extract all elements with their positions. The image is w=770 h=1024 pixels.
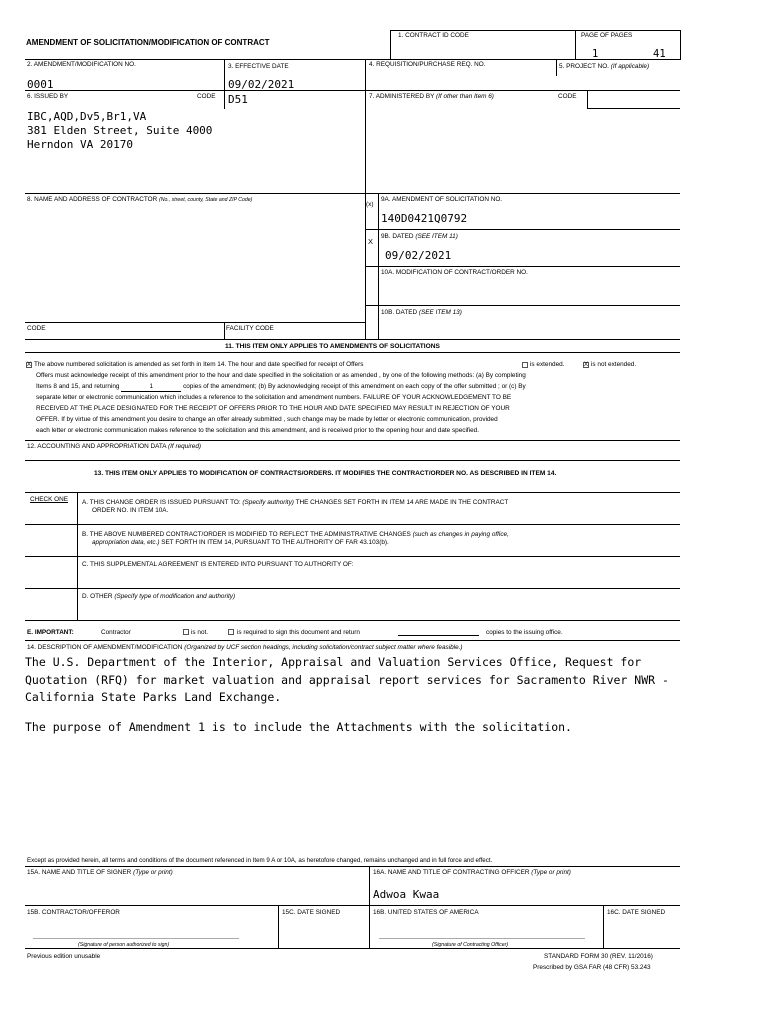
contracting-officer-label: 16A. NAME AND TITLE OF CONTRACTING OFFICER (Type or print) xyxy=(373,869,571,876)
description-text-2: The purpose of Amendment 1 is to include the Attachments with the solicitation. xyxy=(25,720,572,734)
item-11-line-6: OFFER. If by virtue of this amendment you desire to change an offer already submitted , such change may be made by letter or electronic communication, provided xyxy=(36,416,498,423)
facility-code-label: FACILITY CODE xyxy=(226,325,274,332)
signature-person-caption: (Signature of person authorized to sign) xyxy=(78,942,170,948)
description-label: 14. DESCRIPTION OF AMENDMENT/MODIFICATION (Organized by UCF section headings, including solicitation/contract subject matter where feasible.) xyxy=(27,644,463,651)
item-13c-text: C. THIS SUPPLEMENTAL AGREEMENT IS ENTERED INTO PURSUANT TO AUTHORITY OF: xyxy=(82,561,354,568)
is-not-extended-label: is not extended. xyxy=(591,361,637,368)
item-11-line-4: separate letter or electronic communication which includes a reference to the solicitation and amendment numbers. FAILURE OF YOUR ACKNOWLEDGEMENT TO BE xyxy=(36,394,512,401)
important-label: E. IMPORTANT: xyxy=(27,629,74,636)
contractor-offeror-label: 15B. CONTRACTOR/OFFEROR xyxy=(27,909,120,916)
form-title: AMENDMENT OF SOLICITATION/MODIFICATION OF CONTRACT xyxy=(26,38,270,47)
dated-9b-label: 9B. DATED (SEE ITEM 11) xyxy=(381,233,458,240)
item-11-line-5: RECEIVED AT THE PLACE DESIGNATED FOR THE RECEIPT OF OFFERS PRIOR TO THE HOUR AND DATE SPECIFIED MAY RESULT IN REJECTION OF YOUR xyxy=(36,405,510,412)
amendment-no-label: 2. AMENDMENT/MODIFICATION NO. xyxy=(27,61,136,68)
issued-by-line-3: Herndon VA 20170 xyxy=(27,138,133,151)
is-required-label: is required to sign this document and return xyxy=(237,629,360,636)
issued-by-line-2: 381 Elden Street, Suite 4000 xyxy=(27,124,213,137)
is-not-label: is not. xyxy=(191,629,209,636)
item-11-line-3: Items 8 and 15, and returning 1 copies of the amendment; (b) By acknowledging receipt of this amendment on each copy of the offer submitted ; or (c) By xyxy=(36,383,526,390)
issued-by-code-label: CODE xyxy=(197,93,216,100)
item-13a-line-2: ORDER NO. IN ITEM 10A. xyxy=(92,507,169,514)
x-column-label: (x) xyxy=(366,201,374,208)
contractor-date-signed-label: 15C. DATE SIGNED xyxy=(282,909,341,916)
except-text: Except as provided herein, all terms and conditions of the document referenced in Item 9 A or 10A, as heretofore changed, remains unchanged and in full force and effect. xyxy=(27,857,493,864)
page-number: 1 xyxy=(592,48,599,60)
item-13a-text: A. THIS CHANGE ORDER IS ISSUED PURSUANT TO: (Specify authority) THE CHANGES SET FORTH IN ITEM 14 ARE MADE IN THE CONTRACT xyxy=(82,499,509,506)
effective-date-label: 3. EFFECTIVE DATE xyxy=(228,63,289,70)
solicitation-no-label: 9A. AMENDMENT OF SOLICITATION NO. xyxy=(381,196,503,203)
dated-9b-value: 09/02/2021 xyxy=(385,249,452,262)
contractor-code-label: CODE xyxy=(27,325,46,332)
contracting-officer-value: Adwoa Kwaa xyxy=(373,888,440,901)
project-no-label: 5. PROJECT NO. (If applicable) xyxy=(559,63,650,70)
issued-by-label: 6. ISSUED BY xyxy=(27,93,69,100)
issued-by-code-value: D51 xyxy=(228,93,248,106)
contract-id-code-label: 1. CONTRACT ID CODE xyxy=(398,32,469,39)
solicitation-no-value: 140D0421Q0792 xyxy=(381,212,468,225)
previous-edition-note: Previous edition unusable xyxy=(27,953,101,960)
item-13d-text: D. OTHER (Specify type of modification and authority) xyxy=(82,593,236,600)
effective-date-value: 09/02/2021 xyxy=(228,78,295,91)
description-text-1: The U.S. Department of the Interior, Appraisal and Valuation Services Office, Request for Quotation (RFQ) for market valuation and appraisal report services for Sacramento River NWR - California State Parks Land Exchange. xyxy=(25,655,676,704)
amended-checkbox[interactable]: X xyxy=(27,362,32,368)
item-11-line-2: Offers must acknowledge receipt of this amendment prior to the hour and date specified in the solicitation or as amended , by one of the following methods: (a) By completing xyxy=(36,372,526,379)
united-states-label: 16B. UNITED STATES OF AMERICA xyxy=(373,909,479,916)
item-11-line-1: The above numbered solicitation is amended as set forth in Item 14. The hour and date specified for receipt of Offers xyxy=(34,361,364,368)
item-13b-line-2: appropriation data, etc.) SET FORTH IN ITEM 14, PURSUANT TO THE AUTHORITY OF FAR 43.103(b). xyxy=(92,539,389,546)
dated-10b-label: 10B. DATED (SEE ITEM 13) xyxy=(381,309,462,316)
contractor-address-label: 8. NAME AND ADDRESS OF CONTRACTOR (No., street, county, State and ZIP Code) xyxy=(27,196,253,203)
item-13b-text: B. THE ABOVE NUMBERED CONTRACT/ORDER IS MODIFIED TO REFLECT THE ADMINISTRATIVE CHANGES (such as changes in paying office, xyxy=(82,531,509,538)
item-11-line-7: each letter or electronic communication makes reference to the solicitation and this amendment, and is received prior to the opening hour and date specified. xyxy=(36,427,479,434)
is-not-extended-checkbox[interactable]: X xyxy=(584,362,589,368)
check-one-label: CHECK ONE xyxy=(30,496,68,503)
standard-form-label: STANDARD FORM 30 (REV. 11/2016) xyxy=(544,953,653,960)
copies-to-label: copies to the issuing office. xyxy=(486,629,563,636)
officer-date-signed-label: 16C. DATE SIGNED xyxy=(607,909,666,916)
item-13-header: 13. THIS ITEM ONLY APPLIES TO MODIFICATION OF CONTRACTS/ORDERS. IT MODIFIES THE CONTRACT/ORDER NO. AS DESCRIBED IN ITEM 14. xyxy=(94,470,557,477)
contractor-label: Contractor xyxy=(101,629,131,636)
issued-by-line-1: IBC,AQD,Dv5,Br1,VA xyxy=(27,110,147,123)
prescribed-by-label: Prescribed by GSA FAR (48 CFR) 53.243 xyxy=(533,964,651,971)
page-of-pages-label: PAGE OF PAGES xyxy=(581,32,633,39)
item-11-header: 11. THIS ITEM ONLY APPLIES TO AMENDMENTS OF SOLICITATIONS xyxy=(225,343,440,350)
administered-by-code-label: CODE xyxy=(558,93,577,100)
administered-by-label: 7. ADMINISTERED BY (If other than Item 6) xyxy=(369,93,494,100)
amendment-no-value: 0001 xyxy=(27,78,54,91)
is-required-checkbox[interactable] xyxy=(228,629,234,635)
signer-name-label: 15A. NAME AND TITLE OF SIGNER (Type or print) xyxy=(27,869,173,876)
total-pages: 41 xyxy=(653,48,666,60)
is-extended-label: is extended. xyxy=(530,361,565,368)
signature-officer-caption: (Signature of Contracting Officer) xyxy=(432,942,509,948)
requisition-no-label: 4. REQUISITION/PURCHASE REQ. NO. xyxy=(369,61,486,68)
copies-value: 1 xyxy=(121,383,181,392)
accounting-data-label: 12. ACCOUNTING AND APPROPRIATION DATA (If required) xyxy=(27,443,202,450)
is-extended-checkbox[interactable] xyxy=(522,362,528,368)
dated-9b-check: X xyxy=(368,237,374,246)
modification-no-label: 10A. MODIFICATION OF CONTRACT/ORDER NO. xyxy=(381,269,528,276)
is-not-checkbox[interactable] xyxy=(183,629,189,635)
